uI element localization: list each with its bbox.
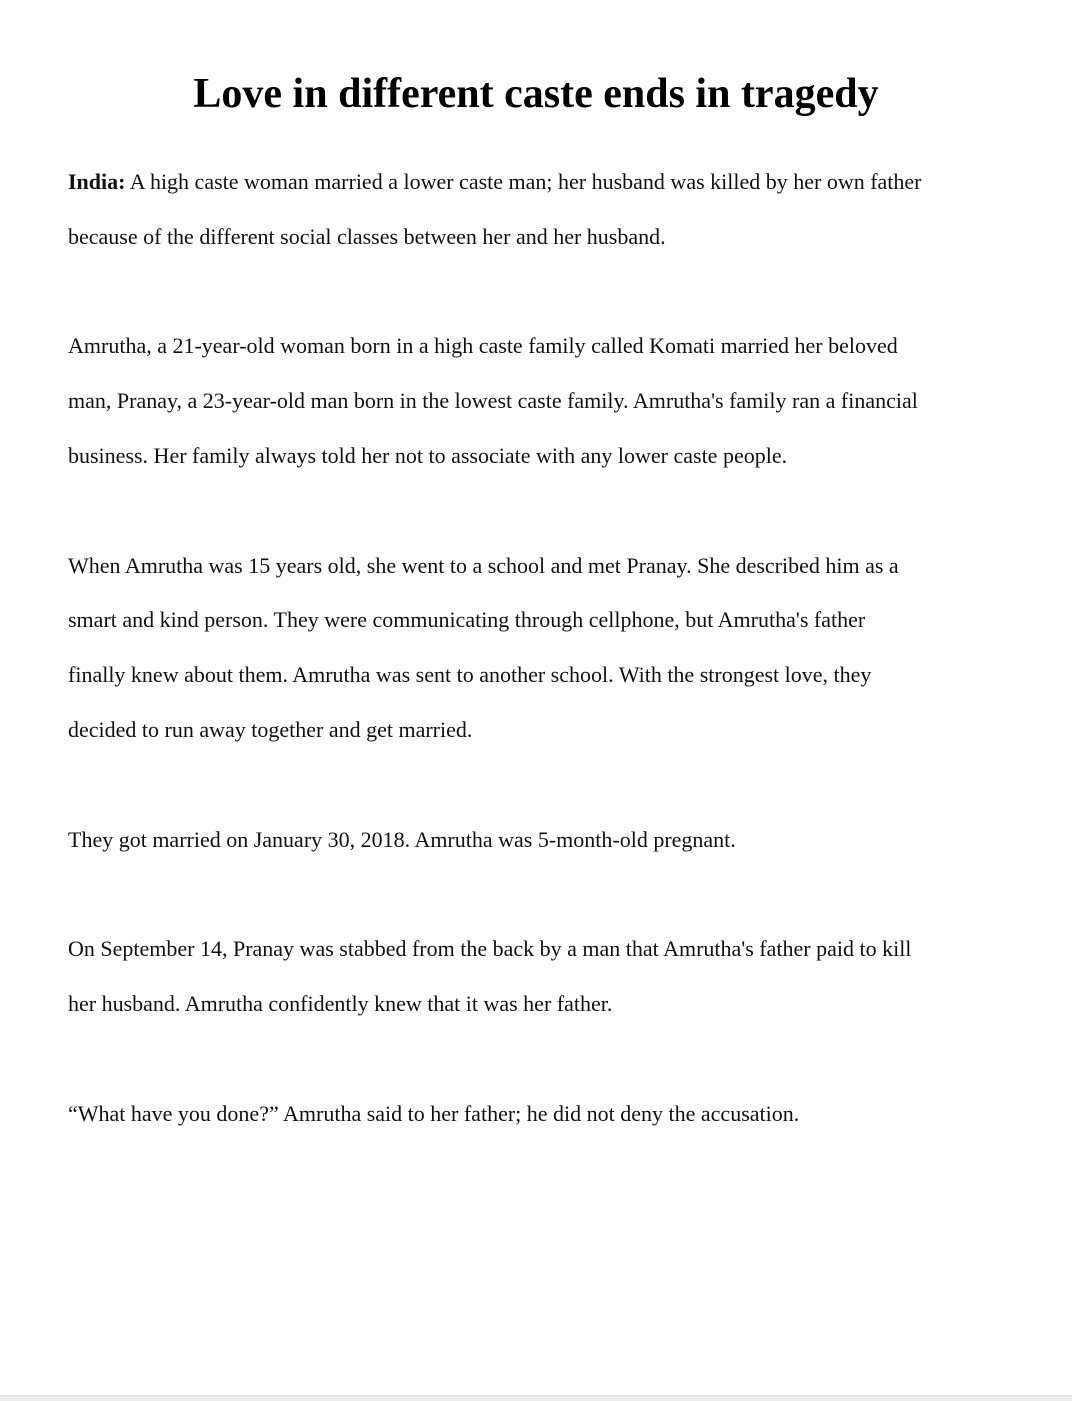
paragraph-3 (68, 539, 1028, 758)
paragraph-gap (68, 265, 1028, 320)
paragraph-line: smart and kind person. They were communicating through cellphone, but Amrutha's father (68, 607, 866, 633)
paragraph-gap (68, 867, 1028, 922)
paragraph-line (68, 155, 1028, 210)
paragraph-line: man, Pranay, a 23-year-old man born in the lowest caste family. Amrutha's family ran a financial (68, 388, 918, 414)
paragraph-gap (68, 484, 1028, 539)
paragraph-line: Amrutha, a 21-year-old woman born in a high caste family called Komati married her beloved (68, 333, 898, 359)
paragraph-5 (68, 922, 1028, 1032)
paragraph-line: business. Her family always told her not to associate with any lower caste people. (68, 442, 788, 468)
paragraph-2 (68, 319, 1028, 483)
paragraph-line: her husband. Amrutha confidently knew that it was her father. (68, 990, 613, 1016)
page-title: Love in different caste ends in tragedy (193, 71, 879, 117)
paragraph-gap (68, 1032, 1028, 1087)
paragraph-line: because of the different social classes between her and her husband. (68, 223, 666, 249)
page-bottom-edge (0, 1395, 1072, 1401)
article-body (68, 155, 1028, 1141)
location-label: India: (68, 169, 126, 194)
paragraph-line: On September 14, Pranay was stabbed from the back by a man that Amrutha's father paid to kill (68, 936, 912, 962)
paragraph-line: When Amrutha was 15 years old, she went to a school and met Pranay. She described him as a (68, 552, 899, 578)
paragraph-line: They got married on January 30, 2018. Amrutha was 5-month-old pregnant. (68, 826, 736, 852)
line-text: A high caste woman married a lower caste man; her husband was killed by her own father (125, 169, 922, 194)
paragraph-1 (68, 155, 1028, 265)
paragraph-line: “What have you done?” Amrutha said to her father; he did not deny the accusation. (68, 1100, 800, 1126)
paragraph-4 (68, 813, 1028, 868)
paragraph-line: decided to run away together and get married. (68, 716, 473, 742)
paragraph-gap (68, 758, 1028, 813)
paragraph-line: finally knew about them. Amrutha was sent to another school. With the strongest love, they (68, 662, 872, 688)
paragraph-6 (68, 1087, 1028, 1142)
